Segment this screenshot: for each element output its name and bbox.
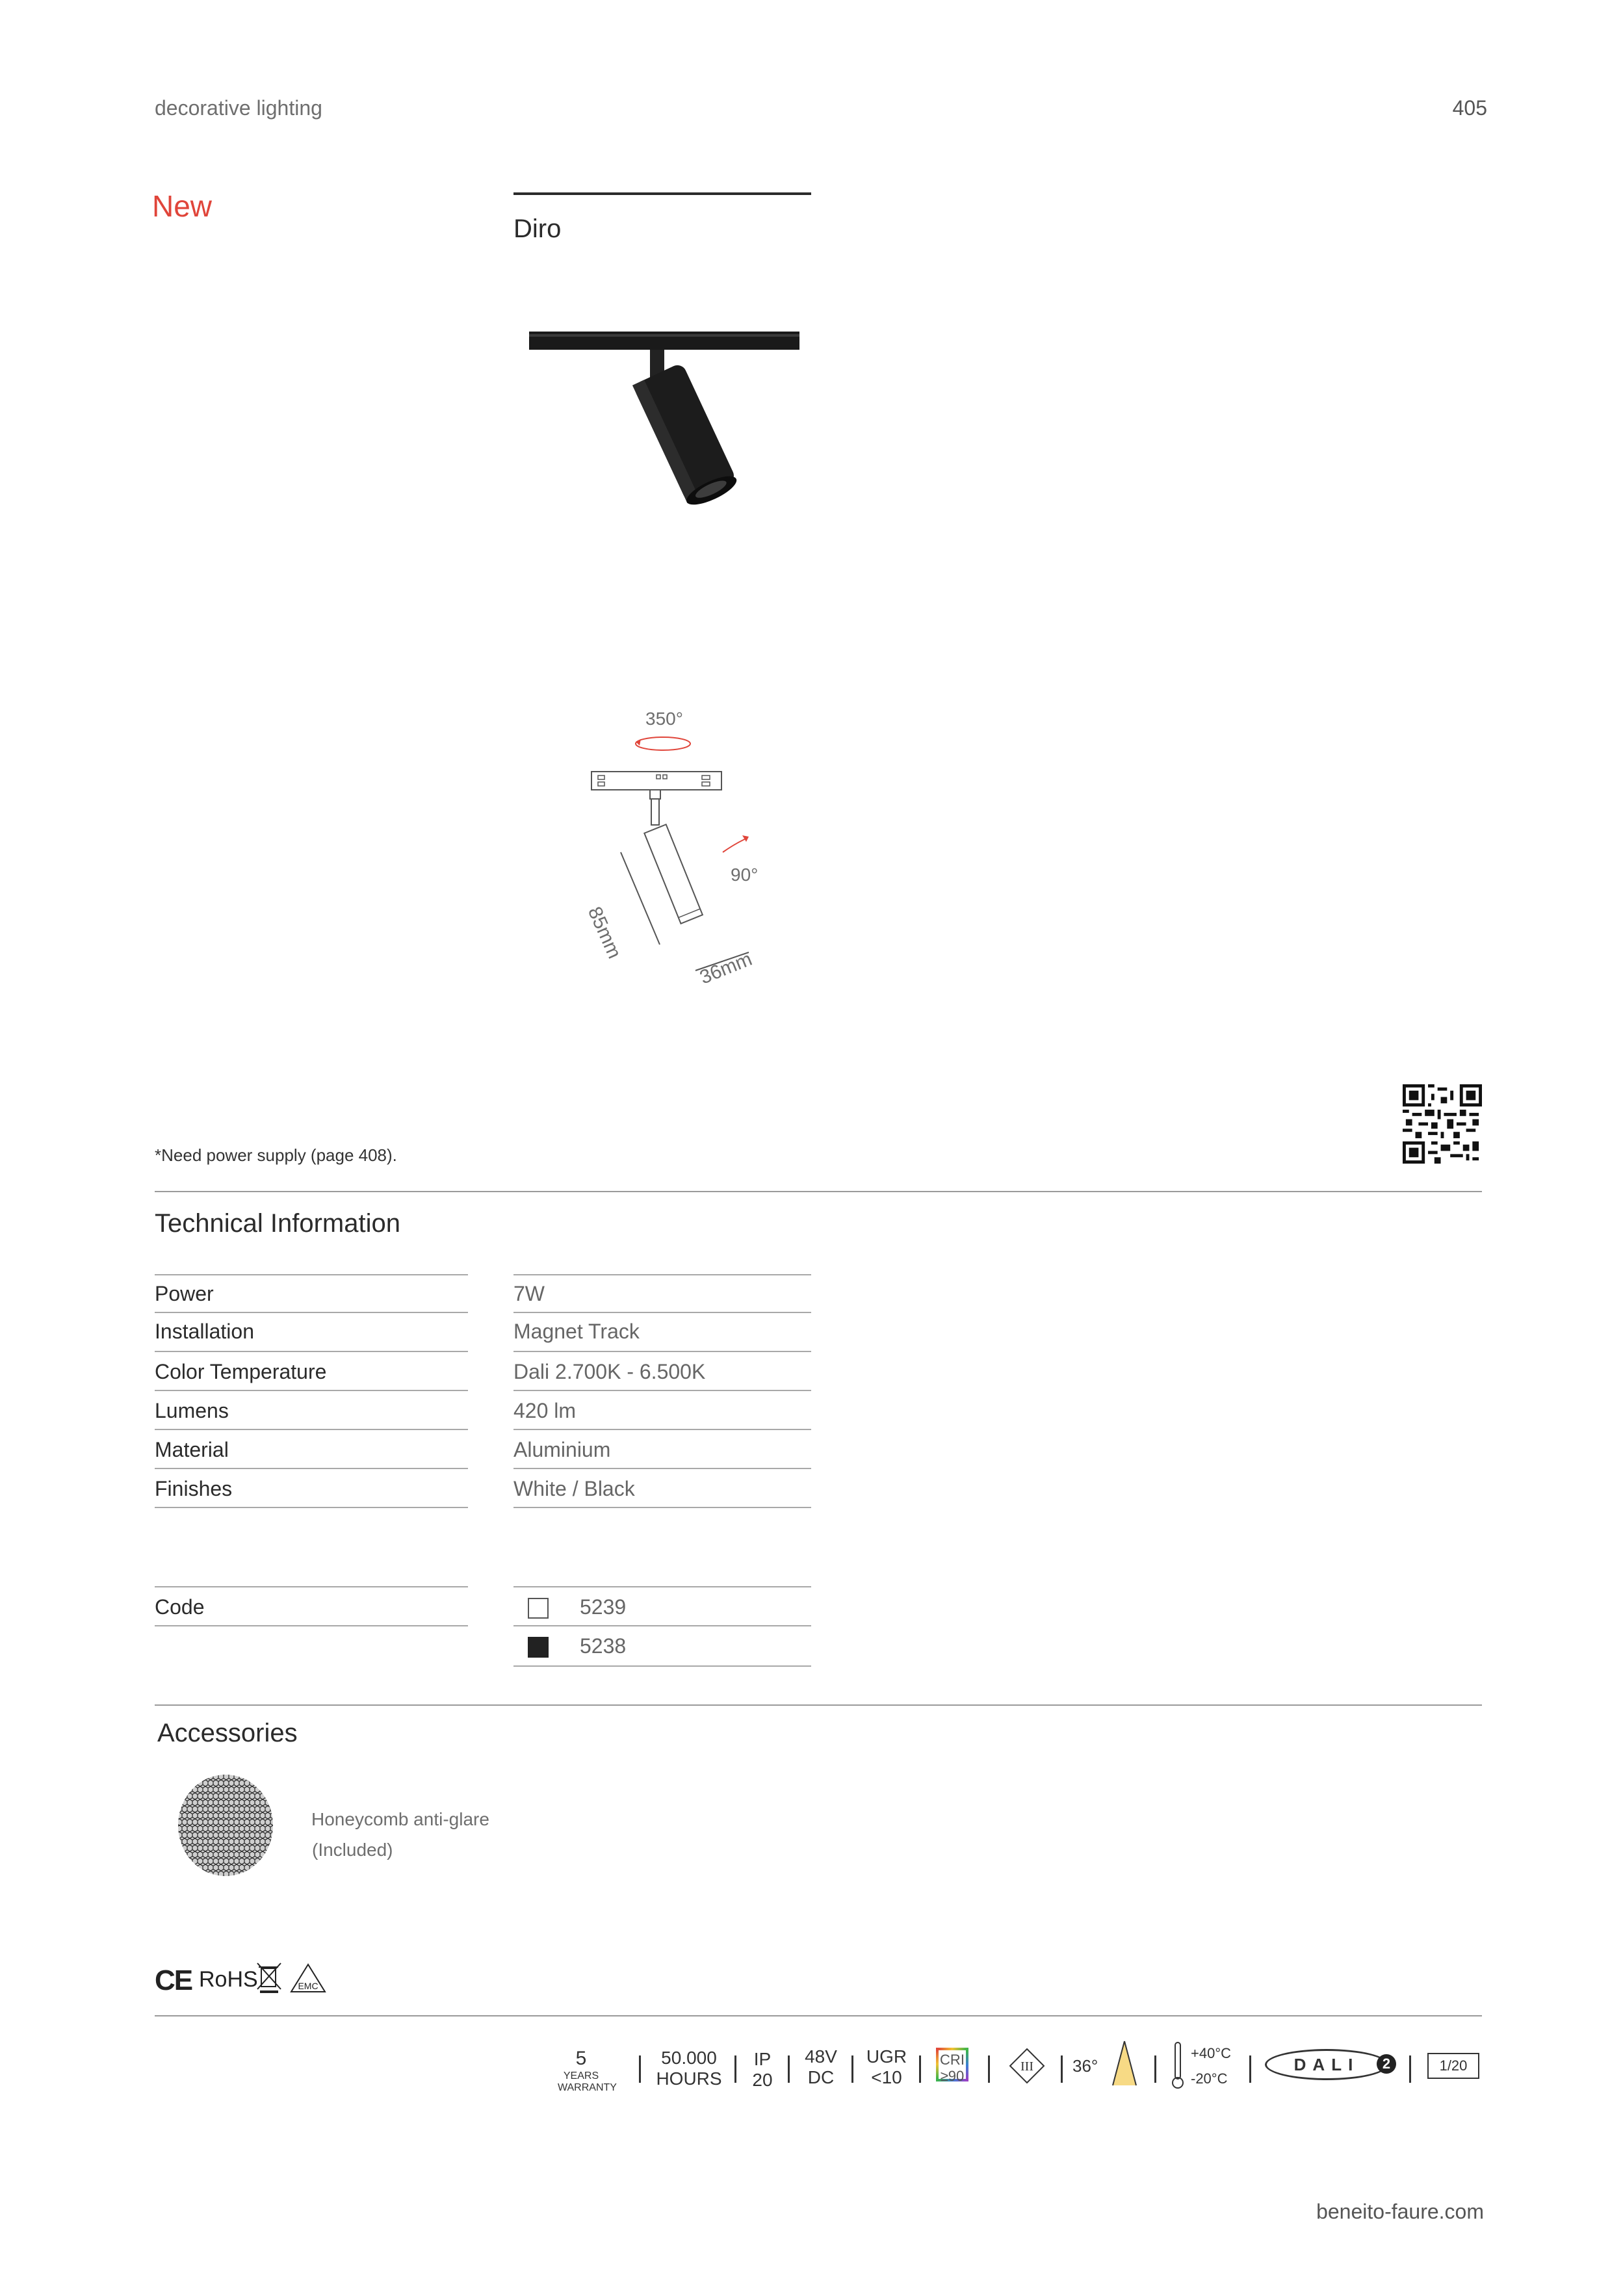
black-finish-swatch (528, 1637, 549, 1658)
ugr-icon: UGR <10 (866, 2046, 907, 2088)
thermometer-icon (1170, 2041, 1186, 2089)
spec-label-lumens: Lumens (155, 1399, 229, 1422)
qr-code (1403, 1084, 1482, 1164)
code-label: Code (155, 1595, 205, 1619)
page-number: 405 (1452, 96, 1487, 120)
ip-rating-icon: IP 20 (752, 2049, 773, 2091)
spec-label-installation: Installation (155, 1320, 254, 1343)
warranty-label: WARRANTY (558, 2081, 617, 2093)
website: beneito-faure.com (1316, 2200, 1484, 2223)
svg-text:EMC: EMC (298, 1981, 318, 1991)
beam-angle-icon (1110, 2040, 1139, 2087)
title-rule (513, 192, 811, 195)
length-label: 85mm (583, 904, 625, 962)
spec-value-installation: Magnet Track (513, 1320, 640, 1343)
product-image (526, 325, 806, 533)
rohs-mark: RoHS (199, 1967, 258, 1992)
voltage-icon: 48V DC (805, 2046, 837, 2088)
warranty-unit: YEARS (563, 2070, 599, 2081)
honeycomb-image (177, 1773, 274, 1877)
spec-value-finishes: White / Black (513, 1477, 635, 1500)
rotation-horizontal-label: 350° (645, 709, 683, 729)
rotation-vertical-label: 90° (731, 865, 759, 885)
technical-title: Technical Information (155, 1209, 400, 1238)
warranty-number: 5 (575, 2048, 587, 2069)
product-name: Diro (513, 215, 562, 243)
temperature-range: +40°C -20°C (1191, 2045, 1232, 2087)
white-finish-swatch (528, 1598, 549, 1619)
lifetime-hours-icon: 50.000 HOURS (656, 2048, 722, 2089)
section-divider (155, 1191, 1482, 1192)
spec-value-material: Aluminium (513, 1438, 611, 1461)
spec-label-finishes: Finishes (155, 1477, 233, 1500)
accessory-note: (Included) (312, 1840, 393, 1860)
packaging-icon: 1/20 (1427, 2053, 1479, 2079)
power-supply-note: *Need power supply (page 408). (155, 1145, 397, 1165)
category-label: decorative lighting (155, 96, 322, 120)
spec-label-power: Power (155, 1282, 214, 1305)
spec-value-color-temperature: Dali 2.700K - 6.500K (513, 1360, 706, 1383)
new-badge: New (152, 189, 213, 223)
spec-label-material: Material (155, 1438, 229, 1461)
emc-icon (290, 1963, 326, 1994)
accessories-divider (155, 1704, 1482, 1706)
diameter-label: 36mm (697, 948, 755, 989)
cri-icon: CRI ≥90 (936, 2048, 968, 2081)
dali-logo: DALI (1265, 2049, 1388, 2080)
spec-label-color-temperature: Color Temperature (155, 1360, 327, 1383)
beam-angle-label: 36° (1072, 2056, 1098, 2076)
accessories-title: Accessories (157, 1719, 298, 1747)
ce-mark: CE (155, 1964, 192, 1996)
dali-version: 2 (1377, 2054, 1396, 2074)
code-black: 5238 (580, 1634, 627, 1658)
specs-divider (155, 2015, 1482, 2016)
svg-text:III: III (1020, 2059, 1033, 2074)
weee-icon (255, 1961, 283, 1994)
accessory-name: Honeycomb anti-glare (311, 1809, 489, 1829)
spec-value-lumens: 420 lm (513, 1399, 577, 1422)
protection-class-icon (1009, 2048, 1045, 2084)
warranty-icon (558, 2048, 617, 2094)
code-white: 5239 (580, 1595, 627, 1619)
spec-value-power: 7W (513, 1282, 545, 1305)
